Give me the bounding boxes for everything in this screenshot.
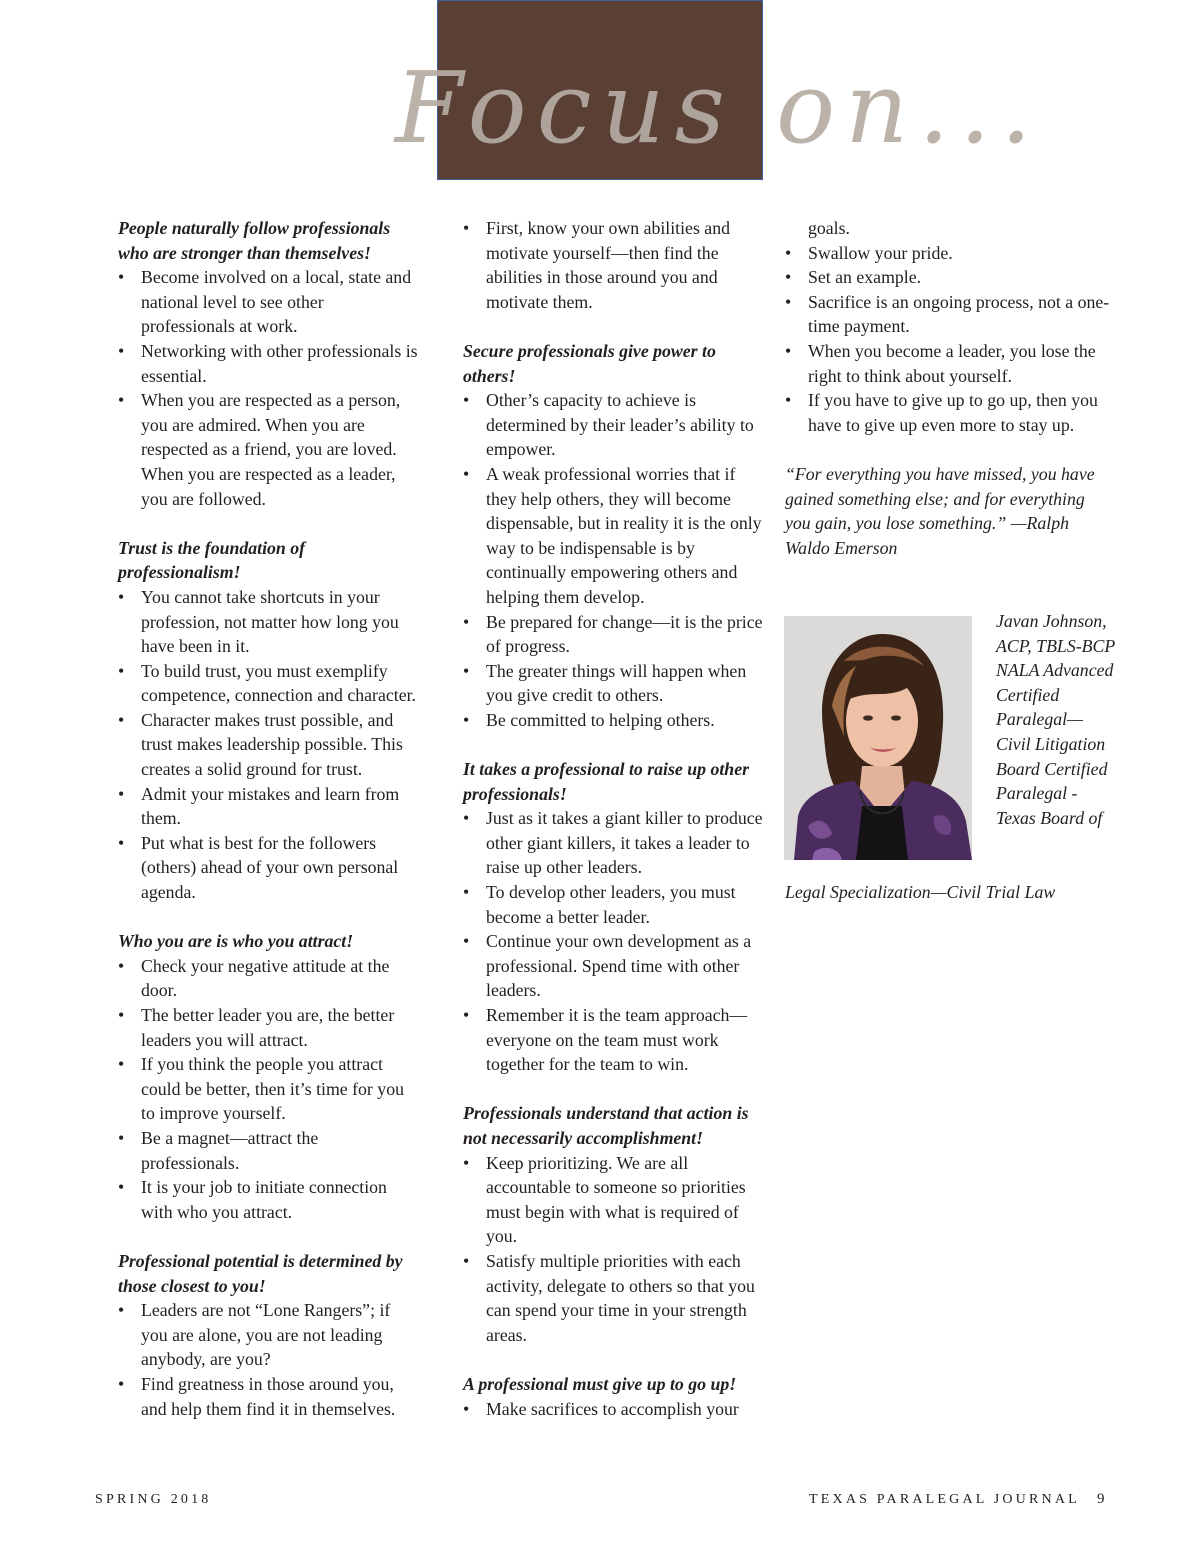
list-item: • Be committed to helping others. bbox=[463, 708, 765, 733]
list-item: • A weak professional worries that if they help others, they will become dispensable, but in reality it is the only way to be indispensable is by continually empowering others and helping them develop. bbox=[463, 462, 765, 610]
section-heading: Who you are is who you attract! bbox=[118, 931, 354, 952]
author-photo bbox=[784, 616, 972, 860]
section-heading: Secure professionals give power to others! bbox=[463, 340, 716, 386]
list-item: • The better leader you are, the better leaders you will attract. bbox=[118, 1003, 420, 1052]
section-heading: Trust is the foundation of professionalism! bbox=[118, 537, 306, 583]
author-caption: Javan Johnson, ACP, TBLS-BCP NALA Advanced Certified Paralegal—Civil Litigation Board Certified Paralegal - Texas Board of bbox=[996, 611, 1115, 828]
list-item: • Be a magnet—attract the professionals. bbox=[118, 1126, 420, 1175]
footer-publication: TEXAS PARALEGAL JOURNAL bbox=[809, 1492, 1080, 1507]
list-item: • Networking with other professionals is essential. bbox=[118, 339, 420, 388]
bullet-list bbox=[118, 954, 420, 1225]
list-item-continuation: goals. bbox=[808, 218, 850, 238]
footer-issue: SPRING 2018 bbox=[95, 1492, 212, 1507]
list-item: • To build trust, you must exemplify competence, connection and character. bbox=[118, 659, 420, 708]
list-item: • Be prepared for change—it is the price of progress. bbox=[463, 610, 765, 659]
list-item: • Swallow your pride. bbox=[785, 241, 1110, 266]
bullet-list bbox=[785, 216, 1110, 437]
column-3 bbox=[785, 216, 1110, 560]
list-item: • Character makes trust possible, and trust makes leadership possible. This creates a solid ground for trust. bbox=[118, 708, 420, 782]
page-number: 9 bbox=[1097, 1491, 1105, 1507]
list-item: • Find greatness in those around you, and help them find it in themselves. bbox=[118, 1372, 420, 1421]
list-item: • To develop other leaders, you must become a better leader. bbox=[463, 880, 765, 929]
section-heading: Professional potential is determined by those closest to you! bbox=[118, 1250, 403, 1296]
list-item: • Just as it takes a giant killer to produce other giant killers, it takes a leader to raise up other leaders. bbox=[463, 806, 765, 880]
list-item: • It is your job to initiate connection with who you attract. bbox=[118, 1175, 420, 1224]
list-item: • Keep prioritizing. We are all accountable to someone so priorities must begin with what is required of you. bbox=[463, 1151, 765, 1249]
list-item: • If you have to give up to go up, then you have to give up even more to stay up. bbox=[785, 388, 1110, 437]
list-item: • Put what is best for the followers (others) ahead of your own personal agenda. bbox=[118, 831, 420, 905]
list-item: • When you are respected as a person, you are admired. When you are respected as a friend, you are loved. When you are respected as a leader, you are followed. bbox=[118, 388, 420, 511]
list-item: • Sacrifice is an ongoing process, not a one-time payment. bbox=[785, 290, 1110, 339]
list-item: • If you think the people you attract could be better, then it’s time for you to improve yourself. bbox=[118, 1052, 420, 1126]
section-title: Focus on... bbox=[395, 52, 1042, 166]
list-item: • Check your negative attitude at the door. bbox=[118, 954, 420, 1003]
list-item: • You cannot take shortcuts in your profession, not matter how long you have been in it. bbox=[118, 585, 420, 659]
bullet-list bbox=[118, 1298, 420, 1421]
list-item: • Become involved on a local, state and national level to see other professionals at work. bbox=[118, 265, 420, 339]
column-1 bbox=[118, 216, 420, 1421]
bullet-list bbox=[118, 585, 420, 905]
list-item: • When you become a leader, you lose the right to think about yourself. bbox=[785, 339, 1110, 388]
list-item: • First, know your own abilities and motivate yourself—then find the abilities in those around you and motivate them. bbox=[463, 216, 765, 314]
bullet-list bbox=[118, 265, 420, 511]
section-heading: Professionals understand that action is not necessarily accomplishment! bbox=[463, 1103, 749, 1148]
list-item: • Set an example. bbox=[785, 265, 1110, 290]
list-item: • Admit your mistakes and learn from them. bbox=[118, 782, 420, 831]
column-2 bbox=[463, 216, 765, 1421]
bullet-list bbox=[463, 388, 765, 732]
list-item: • Remember it is the team approach—everyone on the team must work together for the team to win. bbox=[463, 1003, 765, 1077]
list-item: • Continue your own development as a professional. Spend time with other leaders. bbox=[463, 929, 765, 1003]
bullet-list bbox=[463, 1397, 765, 1422]
list-item: • Leaders are not “Lone Rangers”; if you are alone, you are not leading anybody, are you? bbox=[118, 1298, 420, 1372]
author-caption-last-line: Legal Specialization—Civil Trial Law bbox=[785, 882, 1056, 902]
list-item: • Satisfy multiple priorities with each activity, delegate to others so that you can spend your time in your strength areas. bbox=[463, 1249, 765, 1347]
section-heading: It takes a professional to raise up other professionals! bbox=[463, 759, 750, 804]
bullet-list bbox=[463, 806, 765, 1077]
list-item: • Make sacrifices to accomplish your bbox=[463, 1397, 765, 1422]
section-heading: People naturally follow professionals who are stronger than themselves! bbox=[118, 218, 391, 263]
bullet-list bbox=[463, 216, 765, 314]
list-item: • Other’s capacity to achieve is determined by their leader’s ability to empower. bbox=[463, 388, 765, 462]
pull-quote: “For everything you have missed, you have gained something else; and for everything you gain, you lose something.” —Ralph Waldo Emerson bbox=[785, 463, 1095, 558]
list-item: • The greater things will happen when you give credit to others. bbox=[463, 659, 765, 708]
bullet-list bbox=[463, 1151, 765, 1348]
section-heading: A professional must give up to go up! bbox=[463, 1373, 737, 1394]
